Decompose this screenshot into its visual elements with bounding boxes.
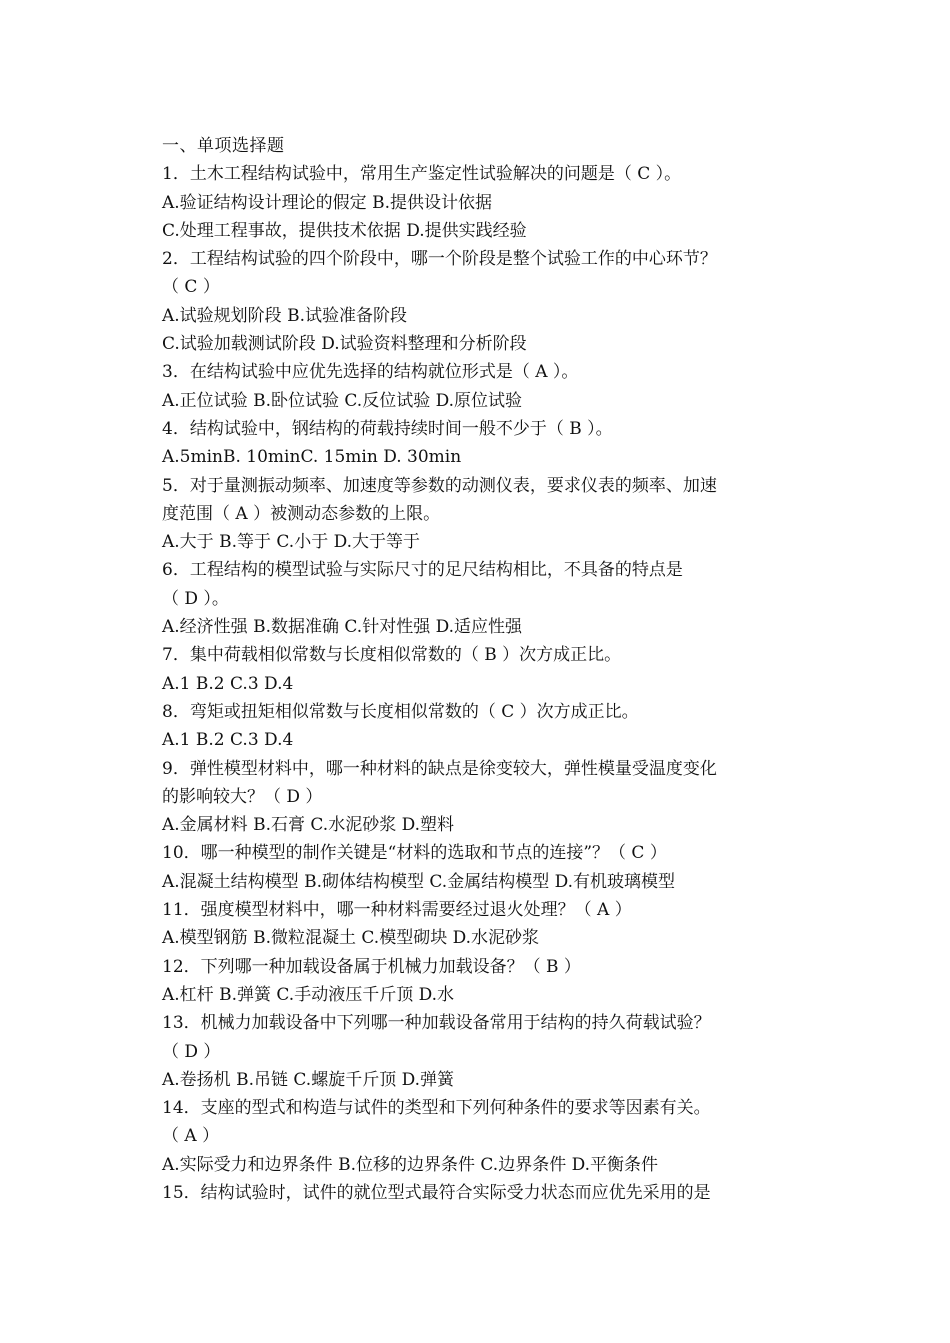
question-9-cont: 的影响较大？（ D ） — [162, 786, 323, 807]
question-5-cont: 度范围（ A ）被测动态参数的上限。 — [162, 503, 441, 524]
question-1-options-cd: C.处理工程事故，提供技术依据 D.提供实践经验 — [162, 220, 527, 241]
question-12: 12．下列哪一种加载设备属于机械力加载设备？（ B ） — [162, 956, 581, 977]
question-14-answer: （ A ） — [162, 1126, 220, 1147]
document-page — [162, 132, 792, 1207]
question-2: 2．工程结构试验的四个阶段中，哪一个阶段是整个试验工作的中心环节？ — [162, 249, 717, 270]
question-2-options-ab: A.试验规划阶段 B.试验准备阶段 — [162, 305, 407, 326]
question-1-options-ab: A.验证结构设计理论的假定 B.提供设计依据 — [162, 192, 492, 213]
question-8-options: A.1 B.2 C.3 D.4 — [162, 730, 294, 751]
question-11: 11．强度模型材料中，哪一种材料需要经过退火处理？（ A ） — [162, 900, 632, 921]
question-12-options: A.杠杆 B.弹簧 C.手动液压千斤顶 D.水 — [162, 984, 455, 1005]
question-13: 13．机械力加载设备中下列哪一种加载设备常用于结构的持久荷载试验？ — [162, 1013, 711, 1034]
question-1: 1．土木工程结构试验中，常用生产鉴定性试验解决的问题是（ C ）。 — [162, 164, 682, 185]
question-6: 6．工程结构的模型试验与实际尺寸的足尺结构相比，不具备的特点是 — [162, 560, 683, 581]
question-15: 15．结构试验时，试件的就位型式最符合实际受力状态而应优先采用的是 — [162, 1182, 711, 1203]
question-14-options: A.实际受力和边界条件 B.位移的边界条件 C.边界条件 D.平衡条件 — [162, 1154, 659, 1175]
question-7-options: A.1 B.2 C.3 D.4 — [162, 673, 294, 694]
question-10: 10．哪一种模型的制作关键是“材料的选取和节点的连接”？（ C ） — [162, 843, 667, 864]
question-13-answer: （ D ） — [162, 1041, 221, 1062]
question-6-answer: （ D ）。 — [162, 588, 229, 609]
question-7: 7．集中荷载相似常数与长度相似常数的（ B ）次方成正比。 — [162, 645, 622, 666]
question-14: 14．支座的型式和构造与试件的类型和下列何种条件的要求等因素有关。 — [162, 1098, 711, 1119]
question-5-options: A.大于 B.等于 C.小于 D.大于等于 — [162, 532, 421, 553]
question-13-options: A.卷扬机 B.吊链 C.螺旋千斤顶 D.弹簧 — [162, 1069, 455, 1090]
question-2-options-cd: C.试验加载测试阶段 D.试验资料整理和分析阶段 — [162, 334, 527, 355]
question-4-options: A.5minB. 10minC. 15min D. 30min — [162, 447, 462, 468]
question-10-options: A.混凝土结构模型 B.砌体结构模型 C.金属结构模型 D.有机玻璃模型 — [162, 871, 676, 892]
question-3: 3．在结构试验中应优先选择的结构就位形式是（ A ）。 — [162, 362, 579, 383]
question-9: 9．弹性模型材料中，哪一种材料的缺点是徐变较大，弹性模量受温度变化 — [162, 758, 717, 779]
section-title: 一、单项选择题 — [162, 136, 285, 156]
question-8: 8．弯矩或扭矩相似常数与长度相似常数的（ C ）次方成正比。 — [162, 701, 639, 722]
question-3-options: A.正位试验 B.卧位试验 C.反位试验 D.原位试验 — [162, 390, 523, 411]
question-6-options: A.经济性强 B.数据准确 C.针对性强 D.适应性强 — [162, 617, 523, 638]
question-9-options: A.金属材料 B.石膏 C.水泥砂浆 D.塑料 — [162, 815, 455, 836]
question-2-answer: （ C ） — [162, 277, 220, 298]
question-5: 5．对于量测振动频率、加速度等参数的动测仪表，要求仪表的频率、加速 — [162, 475, 717, 496]
question-4: 4．结构试验中，钢结构的荷载持续时间一般不少于（ B ）。 — [162, 418, 613, 439]
question-11-options: A.模型钢筋 B.微粒混凝土 C.模型砌块 D.水泥砂浆 — [162, 928, 540, 949]
